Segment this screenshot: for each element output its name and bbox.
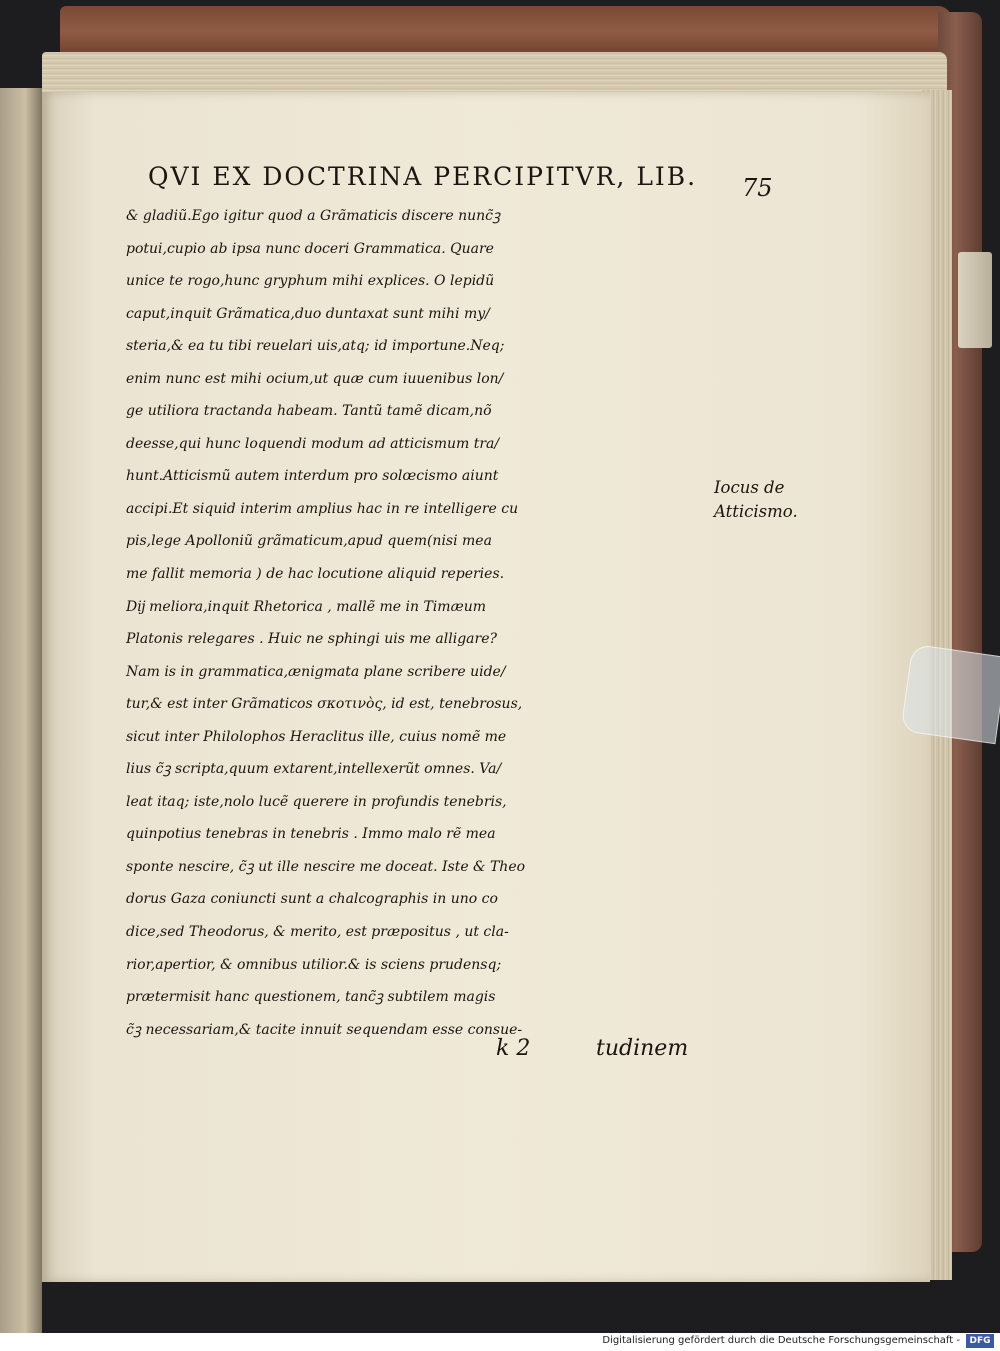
digitization-credit: Digitalisierung gefördert durch die Deutsche Forschungsgemeinschaft - (602, 1335, 960, 1346)
text-line: quinpotius tenebras in tenebris . Immo malo rẽ mea (126, 826, 496, 843)
text-line: lius c̃ꝫ scripta,quum extarent,intellexerũt omnes. Va/ (126, 761, 502, 778)
body-text (126, 200, 716, 1046)
text-line: caput,inquit Grãmatica,duo duntaxat sunt mihi my/ (126, 305, 490, 322)
text-line: Nam is in grammatica,ænigmata plane scribere uide/ (126, 663, 506, 680)
left-page-edge (0, 88, 42, 1333)
page-clip (900, 644, 1000, 745)
text-line: steria,& ea tu tibi reuelari uis,atq; id importune.Neq; (126, 338, 505, 355)
text-line: pis,lege Apolloniũ grãmaticum,apud quem(nisi mea (126, 533, 492, 550)
catchword: tudinem (596, 1036, 689, 1061)
text-line: & gladiũ.Ego igitur quod a Grãmaticis discere nunc̃ꝫ (126, 208, 501, 224)
margin-note (714, 476, 824, 524)
text-line: leat itaq; iste,nolo lucẽ querere in profundis tenebris, (126, 793, 507, 810)
paper-tab (958, 252, 992, 348)
dfg-logo: DFG (966, 1334, 994, 1348)
margin-note-line: Atticismo. (714, 502, 798, 521)
text-line: sicut inter Philolophos Heraclitus ille, cuius nomẽ me (126, 728, 507, 745)
folio-number: 75 (742, 174, 773, 202)
text-line: rior,apertior, & omnibus utilior.& is sciens prudensq; (126, 956, 502, 973)
text-line: accipi.Et siquid interim amplius hac in re intelligere cu (126, 500, 519, 517)
margin-note-line: Iocus de (714, 478, 785, 497)
text-line: ge utiliora tractanda habeam. Tantũ tamẽ dicam,nõ (126, 403, 492, 420)
text-line: hunt.Atticismũ autem interdum pro solœcismo aiunt (126, 468, 499, 485)
text-line: deesse,qui hunc loquendi modum ad atticismum tra/ (126, 435, 500, 452)
signature-mark: k 2 (496, 1036, 531, 1061)
text-line: Platonis relegares . Huic ne sphingi uis me alligare? (126, 631, 497, 648)
text-line: me fallit memoria ) de hac locutione aliquid reperies. (126, 566, 505, 583)
text-line: tur,& est inter Grãmaticos σκοτινὸς, id est, tenebrosus, (126, 696, 523, 713)
text-line: dice,sed Theodorus, & merito, est præpositus , ut cla- (126, 924, 509, 941)
text-line: prætermisit hanc questionem, tanc̃ꝫ subtilem magis (126, 989, 496, 1006)
text-line: dorus Gaza coniuncti sunt a chalcographis in uno co (126, 891, 498, 908)
text-line: Dĳ meliora,inquit Rhetorica , mallẽ me in Timæum (126, 598, 487, 615)
book-cover-top (60, 6, 952, 58)
text-line: sponte nescire, c̃ꝫ ut ille nescire me doceat. Iste & Theo (126, 858, 526, 875)
text-line: enim nunc est mihi ocium,ut quæ cum iuuenibus lon/ (126, 370, 504, 387)
text-line: potui,cupio ab ipsa nunc doceri Grammatica. Quare (126, 240, 494, 257)
text-line: unice te rogo,hunc gryphum mihi explices. O lepidũ (126, 273, 495, 290)
running-title: QVI EX DOCTRINA PERCIPITVR, LIB. (148, 162, 698, 191)
text-line: c̃ꝫ necessariam,& tacite innuit sequendam esse consue- (126, 1021, 523, 1038)
